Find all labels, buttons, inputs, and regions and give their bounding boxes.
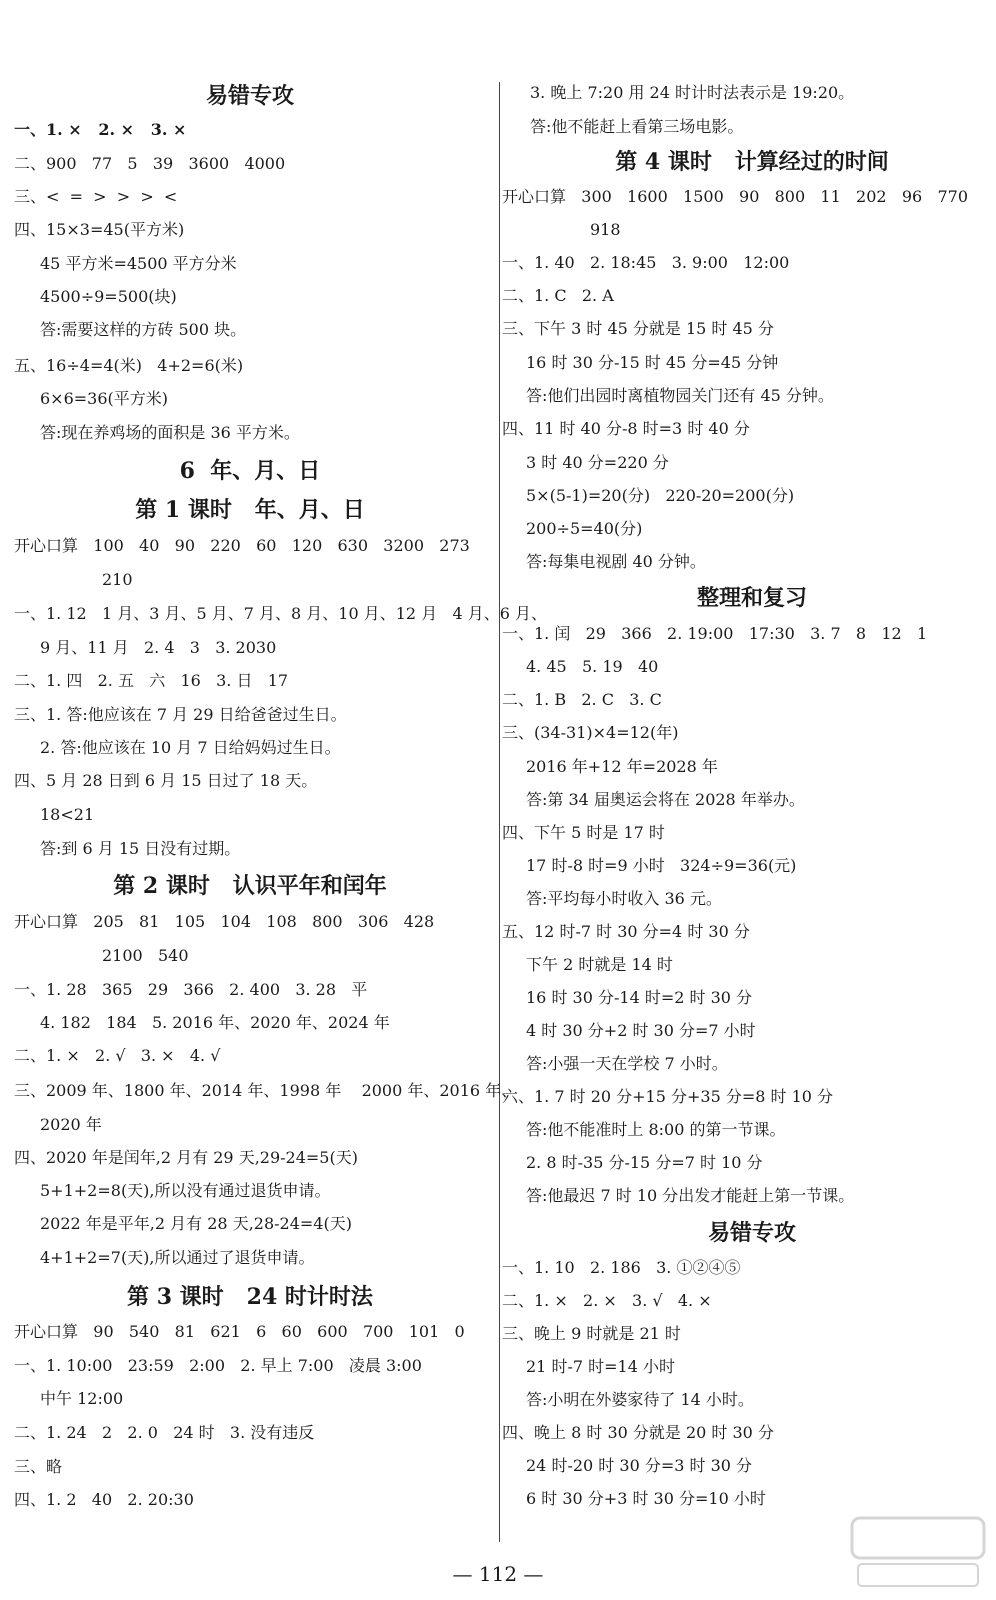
answer-line: 4 时 30 分+2 时 30 分=7 小时 [526,1021,756,1040]
answer-line: 三、略 [14,1457,63,1476]
lesson-title-1: 第 1 课时 年、月、日 [135,497,365,523]
answer-line: 三、2009 年、1800 年、2014 年、1998 年 2000 年、2016 年、 [14,1081,518,1100]
answer-line: 5×(5-1)=20(分) 220-20=200(分) [526,486,795,505]
answer-line: 答:他们出园时离植物园关门还有 45 分钟。 [526,386,834,405]
answer-line: 18<21 [40,805,95,824]
answer-line: 答:到 6 月 15 日没有过期。 [40,839,241,858]
answer-line: 一、1. 12 1 月、3 月、5 月、7 月、8 月、10 月、12 月 4 月、6 月、 [14,604,547,623]
answer-line: 二、1. C 2. A [502,286,614,305]
answer-line: 4500÷9=500(块) [40,287,177,306]
answer-line: 9 月、11 月 2. 4 3 3. 2030 [40,638,277,657]
answer-line: 三、晚上 9 时就是 21 时 [502,1324,681,1343]
answer-line: 5+1+2=8(天),所以没有通过退货申请。 [40,1181,331,1200]
answer-line: 答:每集电视剧 40 分钟。 [526,552,706,571]
answer-line: 答:他不能赶上看第三场电影。 [530,117,744,136]
answer-line: 一、1. 闰 29 366 2. 19:00 17:30 3. 7 8 12 1 [502,624,928,643]
answer-line: 一、1. × 2. × 3. × [14,120,187,139]
answer-line: 200÷5=40(分) [526,519,643,538]
answer-line: 2022 年是平年,2 月有 28 天,28-24=4(天) [40,1214,352,1233]
answer-line: 4+1+2=7(天),所以通过了退货申请。 [40,1248,315,1267]
answer-line: 答:他不能准时上 8:00 的第一节课。 [526,1120,786,1139]
answer-line: 答:平均每小时收入 36 元。 [526,889,722,908]
answer-line: 答:需要这样的方砖 500 块。 [40,320,247,339]
section-title-error-review-2: 易错专攻 [707,1220,796,1246]
answer-line: 一、1. 10 2. 186 3. ①②④⑤ [502,1258,741,1277]
answer-line: 中午 12:00 [40,1389,124,1408]
mental-math-line: 开心口算 205 81 105 104 108 800 306 428 [14,912,435,931]
answer-line: 答:小明在外婆家待了 14 小时。 [526,1390,754,1409]
column-divider [499,82,500,1542]
answer-line: 一、1. 40 2. 18:45 3. 9:00 12:00 [502,253,790,272]
answer-line: 答:第 34 届奥运会将在 2028 年举办。 [526,790,805,809]
answer-line: 二、1. 24 2 2. 0 24 时 3. 没有违反 [14,1423,315,1442]
watermark-logo-icon [848,1512,988,1592]
answer-line: 四、晚上 8 时 30 分就是 20 时 30 分 [502,1423,774,1442]
answer-line: 2020 年 [40,1115,102,1134]
answer-line: 答:小强一天在学校 7 小时。 [526,1054,728,1073]
answer-line: 17 时-8 时=9 小时 324÷9=36(元) [526,856,797,875]
answer-line: 下午 2 时就是 14 时 [526,955,673,974]
answer-line: 6 时 30 分+3 时 30 分=10 小时 [526,1489,766,1508]
mental-math-line: 开心口算 100 40 90 220 60 120 630 3200 273 [14,536,470,555]
answer-line: 3 时 40 分=220 分 [526,453,669,472]
answer-line: 三、1. 答:他应该在 7 月 29 日给爸爸过生日。 [14,705,347,724]
answer-line: 210 [102,570,133,589]
answer-line: 二、1. B 2. C 3. C [502,690,662,709]
lesson-title-4: 第 4 课时 计算经过的时间 [615,149,889,175]
answer-line: 五、16÷4=4(米) 4+2=6(米) [14,356,244,375]
answer-line: 6×6=36(平方米) [40,389,169,408]
answer-line: 4. 45 5. 19 40 [526,657,659,676]
answer-line: 四、1. 2 40 2. 20:30 [14,1490,194,1509]
answer-line: 二、1. 四 2. 五 六 16 3. 日 17 [14,671,289,690]
answer-line: 二、1. × 2. × 3. √ 4. × [502,1291,712,1310]
answer-line: 3. 晚上 7:20 用 24 时计时法表示是 19:20。 [530,83,855,102]
answer-line: 答:他最迟 7 时 10 分出发才能赶上第一节课。 [526,1186,855,1205]
lesson-title-3: 第 3 课时 24 时计时法 [127,1284,373,1310]
answer-line: 2100 540 [102,946,189,965]
answer-line: 三、(34-31)×4=12(年) [502,723,679,742]
unit-title: 6 年、月、日 [179,458,321,484]
answer-line: 六、1. 7 时 20 分+15 分+35 分=8 时 10 分 [502,1087,834,1106]
answer-line: 2016 年+12 年=2028 年 [526,757,718,776]
answer-line: 918 [590,220,621,239]
answer-line: 4. 182 184 5. 2016 年、2020 年、2024 年 [40,1013,390,1032]
answer-line: 四、15×3=45(平方米) [14,220,185,239]
answer-line: 24 时-20 时 30 分=3 时 30 分 [526,1456,753,1475]
answer-line: 三、< = > > > < [14,187,178,206]
answer-line: 二、900 77 5 39 3600 4000 [14,154,286,173]
answer-line: 三、下午 3 时 45 分就是 15 时 45 分 [502,319,774,338]
answer-line: 答:现在养鸡场的面积是 36 平方米。 [40,423,300,442]
answer-line: 2. 答:他应该在 10 月 7 日给妈妈过生日。 [40,738,341,757]
answer-line: 45 平方米=4500 平方分米 [40,254,237,273]
section-title-review: 整理和复习 [696,585,807,611]
answer-line: 四、下午 5 时是 17 时 [502,823,665,842]
answer-line: 16 时 30 分-14 时=2 时 30 分 [526,988,753,1007]
answer-line: 2. 8 时-35 分-15 分=7 时 10 分 [526,1153,763,1172]
mental-math-line: 开心口算 300 1600 1500 90 800 11 202 96 770 [502,187,968,206]
lesson-title-2: 第 2 课时 认识平年和闰年 [113,873,387,899]
answer-line: 一、1. 28 365 29 366 2. 400 3. 28 平 [14,980,368,999]
answer-line: 16 时 30 分-15 时 45 分=45 分钟 [526,353,779,372]
answer-line: 四、5 月 28 日到 6 月 15 日过了 18 天。 [14,771,318,790]
answer-line: 一、1. 10:00 23:59 2:00 2. 早上 7:00 凌晨 3:00 [14,1356,422,1375]
page-number: — 112 — [452,1562,544,1586]
answer-line: 21 时-7 时=14 小时 [526,1357,675,1376]
answer-line: 四、2020 年是闰年,2 月有 29 天,29-24=5(天) [14,1148,358,1167]
section-title-error-review: 易错专攻 [205,83,294,109]
answer-line: 五、12 时-7 时 30 分=4 时 30 分 [502,922,750,941]
answer-line: 四、11 时 40 分-8 时=3 时 40 分 [502,419,750,438]
mental-math-line: 开心口算 90 540 81 621 6 60 600 700 101 0 [14,1322,465,1341]
answer-line: 二、1. × 2. √ 3. × 4. √ [14,1046,221,1065]
